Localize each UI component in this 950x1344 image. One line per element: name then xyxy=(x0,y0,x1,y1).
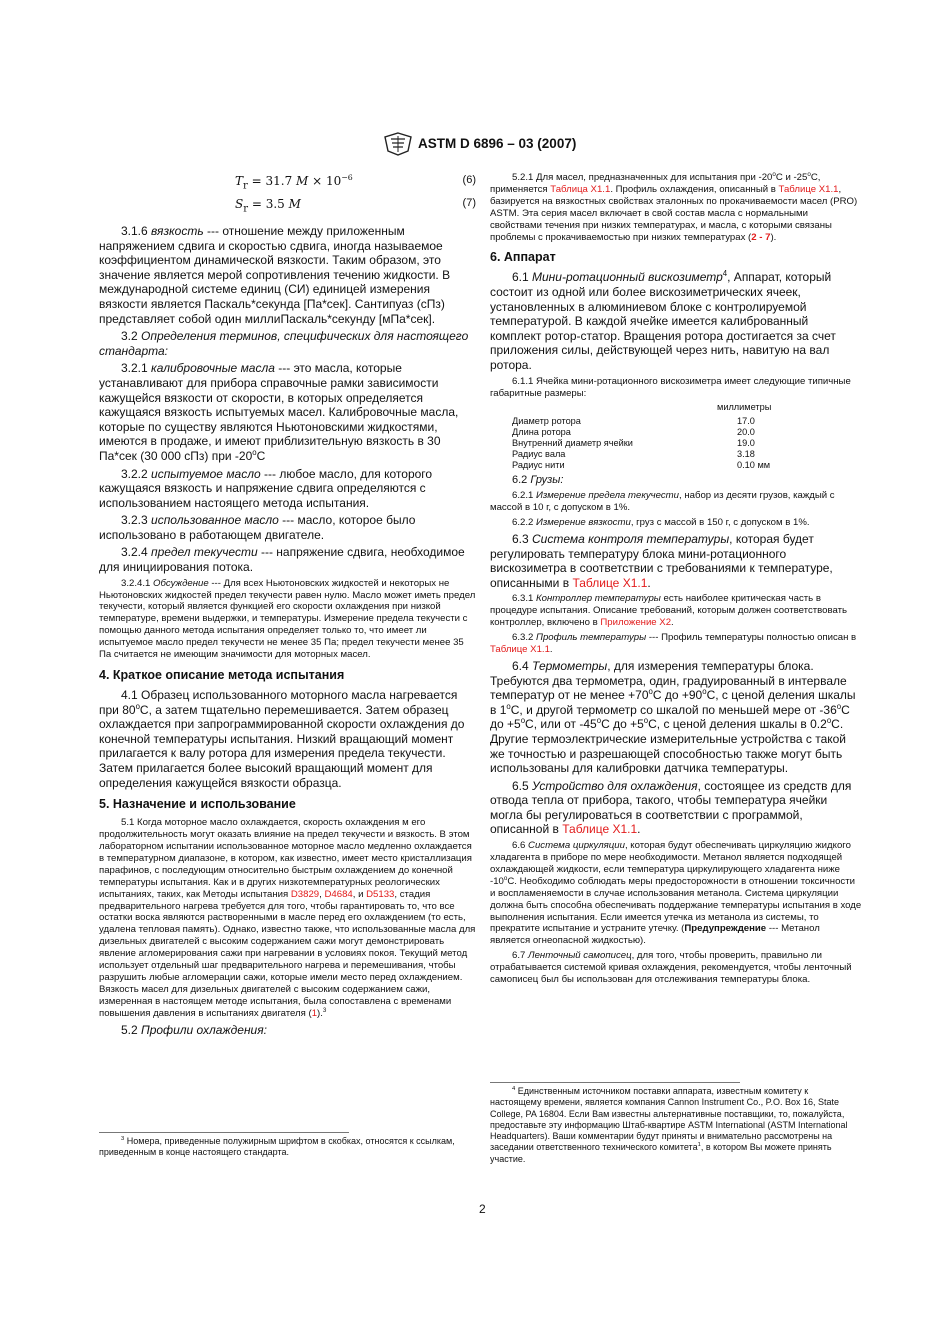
table-row: Радиус нити 0.10 мм xyxy=(512,460,771,471)
footnote-ref-3[interactable]: 3 xyxy=(322,1006,327,1014)
footnote-divider xyxy=(99,1132,349,1133)
table-link-x1-1[interactable]: Таблице X1.1 xyxy=(562,822,638,837)
reference-link-d3829[interactable]: D3829 xyxy=(290,888,320,900)
right-column xyxy=(490,172,862,989)
reference-link-2-7[interactable]: 2 - 7 xyxy=(751,231,771,243)
paragraph-3-2-4-1: 3.2.4.1 Обсуждение --- Для всех Ньютоновских жидкостей и некоторых не Ньютоновских жидкостей предел текучести равен нулю. Масло может иметь предел текучести, который является функцией его скорости охлаждения при низкой температуре, времени выдержки, и температуры. Измерение предела текучести с помощью данного метода испытания определяет только то, что имеет ли испытуемое масло предел текучести не менее 35 Па; предел текучести менее 35 Па считается не имеющим значимости для моторных масел. xyxy=(99,577,476,661)
equation-formula: $S_r = 3.5$ M xyxy=(235,197,301,215)
dimensions-table xyxy=(512,402,862,471)
footnote-ref-4[interactable]: 4 xyxy=(722,269,728,279)
footnote-divider xyxy=(490,1082,740,1083)
paragraph-3-2-4: 3.2.4 предел текучести --- напряжение сдвига, необходимое для инициирования потока. xyxy=(99,545,465,575)
reference-link-d5133[interactable]: D5133 xyxy=(366,888,395,900)
table-link-x1-1[interactable]: Таблице X1.1 xyxy=(490,644,550,656)
footnote-3: $^3$ Номера, приведенные полужирным шрифтом в скобках, относятся к ссылкам, приведенным в конце настоящего стандарта. xyxy=(99,1136,455,1158)
table-link-x1-1[interactable]: Таблице X1.1 xyxy=(572,575,648,590)
paragraph-6-1-1: 6.1.1 Ячейка мини-ротационного вискозиметра имеет следующие типичные габаритные размеры: xyxy=(490,375,851,399)
paragraph-6-6: 6.6 Система циркуляции, которая будут обеспечивать циркуляцию жидкого хладагента в приборе по мере необходимости. Метанол является подходящей охлаждающей жидкости, если температура циркулирующего хладагента ниже -10$^o$С. Необходимо соблюдать меры предосторожности в отношении токсичности и воспламеняемости в случае использования метанола. Система циркуляции должна быть способна обеспечивать поддержание температуры испытания в ходе выполнения испытания. Если имеется утечка из метанола из системы, то прекратите испытание и устраните утечку. (Предупреждение --- Метанол является огнеопасной жидкостью). xyxy=(490,840,862,947)
dimensions-unit-header: миллиметры xyxy=(717,402,772,413)
paragraph-5-1: 5.1 Когда моторное масло охлаждается, скорость охлаждения м его продолжительность могут оказать влияние на предел текучести и вязкость. В этом лабораторном испытании использованное моторное масло медленно охлаждается в температурном диапазоне, в котором, как известно, имеет место кристаллизация парафинов, с последующим относительно быстрым охлаждением до конечной температуры испытания. Как и в других низкотемпературных реологических испытаниях, таких, как Методы испытания D3829, D4684, и D5133, стадия предварительного нагрева требуется для того, чтобы гарантировать то, что все остатки воска являются растворенными в масле перед его охлаждением (то есть, удалена тепловая память). Однако, известно также, что использованные масла для дизельных двигателей с высоким содержанием сажи могут демонстрировать явление агломерирования сажи при нагревании в условиях покоя. Текущий метод использует отдельный шаг предварительного нагрева и перемешивания, чтобы разрушить любые агломерации сажи, которые имели место перед охлаждением. Вязкость масел для дизельных двигателей с высоким содержанием сажи, измеренная в настоящем методе испытания, была сопоставлена с временами повышения давления в испытаниях двигателя (1).$^3$ xyxy=(99,817,476,1019)
footnote-area-left xyxy=(99,1132,478,1159)
paragraph-3-2-2: 3.2.2 испытуемое масло --- любое масло, для которого кажущаяся вязкость и напряжение сдвига определяются с использованием настоящего метода испытания. xyxy=(99,466,433,510)
table-row: Диаметр ротора 17.0 xyxy=(512,416,755,427)
paragraph-6-1: 6.1 Мини-ротационный вискозиметр$^4$, Аппарат, который состоит из одной или более вискозиметрических ячеек, установленных в алюминиевом блоке с контролируемой температурой. В каждой ячейке имеется калиброванный комплект ротор-статор. Вращения ротора достигается за счет приложения силы, действующей через нить, навитую на вал ротора. xyxy=(490,269,836,372)
paragraph-5-2: 5.2 Профили охлаждения: xyxy=(121,1022,267,1037)
equation-number: (6) xyxy=(462,174,476,186)
reference-link-1[interactable]: 1 xyxy=(311,1007,318,1019)
reference-link-d4684[interactable]: D4684 xyxy=(324,888,353,900)
astm-logo-icon xyxy=(384,132,412,156)
paragraph-6-7: 6.7 Ленточный самописец, для того, чтобы проверить, правильно ли отрабатывается системой кривая охлаждения, рекомендуется, чтобы ленточный самописец был бы использован для отслеживания температуры блока. xyxy=(490,950,852,986)
document-designation: ASTM D 6896 – 03 (2007) xyxy=(418,136,577,151)
table-link-x1-1[interactable]: Таблица X1.1 xyxy=(550,183,611,195)
paragraph-3-2-1: 3.2.1 калибровочные масла --- это масла, которые устанавливают для прибора справочные рамки зависимости кажущейся вязкости от скорости, в которых определяется кажущаяся вязкость испытуемых масел. Калибровочные масла, которые по существу являются Ньютоновскими жидкостями, имеются в продаже, и имеют приблизительную вязкость в 30 Па*сек (30 000 сПз) при -20$^o$С xyxy=(99,361,459,463)
footnote-area-right xyxy=(490,1082,862,1165)
table-row: Внутренний диаметр ячейки 19.0 xyxy=(512,438,755,449)
equation-6 xyxy=(99,172,478,195)
paragraph-4-1: 4.1 Образец использованного моторного масла нагревается при 80$^o$С, а затем тщательно перемешивается. Затем образец охлаждается при запрограммированной скорости охлаждения до конечной температуры испытания. Низкий вращающий момент прилагается к валу ротора для измерения предела текучести. Затем прилагается более высокий вращающий момент для определения кажущейся вязкости образца. xyxy=(99,688,465,790)
paragraph-6-2: 6.2 Грузы: xyxy=(512,474,564,487)
section-heading-4: 4. Краткое описание метода испытания xyxy=(99,668,345,682)
table-row: Длина ротора 20.0 xyxy=(512,427,755,438)
table-link-x1-1[interactable]: Таблице X1.1 xyxy=(778,183,839,195)
section-heading-6: 6. Аппарат xyxy=(490,250,556,265)
paragraph-6-2-2: 6.2.2 Измерение вязкости, груз с массой в 150 г, с допуском в 1%. xyxy=(512,517,810,529)
equation-number: (7) xyxy=(462,197,476,209)
paragraph-6-3-1: 6.3.1 Контроллер температуры есть наиболее критическая часть в процедуре испытания. Описание требований, которым должен соответствовать контроллер, включено в Приложение X2. xyxy=(490,593,847,629)
paragraph-6-2-1: 6.2.1 Измерение предела текучести, набор из десяти грузов, каждый с массой в 10 г, с допуском в 1%. xyxy=(490,490,835,514)
paragraph-5-2-1: 5.2.1 Для масел, предназначенных для испытания при -20$^o$С и -25$^o$С, применяется Таблица X1.1. Профиль охлаждения, описанный в Таблице X1.1, базируется на вязкостных свойствах эталонных по прокачиваемости масел (PRO) ASTM. Эта серия масел включает в свой состав масла с нормальными свойствами течения при низких температурах, и масла, с которыми связаны проблемы с прокачиваемостью при низких температурах (2 - 7). xyxy=(490,170,858,243)
equation-formula: $T_r = 31.7$ $M \times 10^{-6}$ xyxy=(235,173,353,192)
equation-7 xyxy=(99,195,478,218)
appendix-link-x2[interactable]: Приложение X2 xyxy=(600,617,672,629)
paragraph-6-4: 6.4 Термометры, для измерения температуры блока. Требуются два термометра, один, градуированный в интервале температур от не менее $+70^oС$ до $+90^oС$, с ценой деления шкалы в 1$^o$С, и другой термометр со шкалой по меньшей мере от -36$^o$С до $+5^oС$, или от -45$^o$С до $+5^oС$, с ценой деления шкалы в 0.2$^o$С. Другие термоэлектрические измерительные устройства с такой же точностью и разрешающей способностью также могут быть использованы для калибровки датчика температуры. xyxy=(490,658,856,776)
left-column xyxy=(99,172,478,1040)
page-number: 2 xyxy=(479,1202,486,1216)
paragraph-3-2: 3.2 Определения терминов, специфических для настоящего стандарта: xyxy=(99,329,469,358)
table-row: Радиус вала 3.18 xyxy=(512,449,755,460)
section-heading-5: 5. Назначение и использование xyxy=(99,797,296,812)
paragraph-3-1-6: 3.1.6 вязкость --- отношение между приложенным напряжением сдвига и скоростью сдвига, иногда называемое коэффициентом динамической вязкости. Таким образом, это значение является мерой сопротивления течению жидкости. В международной системе единиц (СИ) единицей измерения вязкости является Паскаль*секунда [Па*сек]. Сантипуаз (сПз) представляет собой один миллиПаскаль*секунду [мПа*сек]. xyxy=(99,224,451,326)
footnote-4: $^4$ Единственным источником поставки аппарата, известным комитету к настоящему времени, является компания Cannon Instrument Co., P.O. Box 16, State College, PA 16804. Если Вам известны альтернативные поставщики, то, пожалуйста, предоставьте эту информацию Штаб-квартире ASTM International (ASTM International Headquarters). Ваши комментарии будут приняты и внимательно рассмотрены на заседании ответственного технического комитета$^1$, в котором Вы можете принять участие. xyxy=(490,1086,848,1164)
paragraph-6-3: 6.3 Система контроля температуры, которая будет регулировать температуру блока мини-ротационного вискозиметра в соответствии с требованиями к температуре, описанными в Таблице X1.1. xyxy=(490,532,833,590)
paragraph-6-3-2: 6.3.2 Профиль температуры --- Профиль температуры полностью описан в Таблице X1.1. xyxy=(490,632,857,656)
page-header xyxy=(0,132,950,162)
paragraph-3-2-3: 3.2.3 использованное масло --- масло, которое было использовано в работающем двигателе. xyxy=(99,513,416,542)
paragraph-6-5: 6.5 Устройство для охлаждения, состоящее из средств для отвода тепла от прибора, такого, чтобы температура ячейки могла бы регулироваться в соответствии с программой, описанной в Таблице X1.1. xyxy=(490,778,852,837)
